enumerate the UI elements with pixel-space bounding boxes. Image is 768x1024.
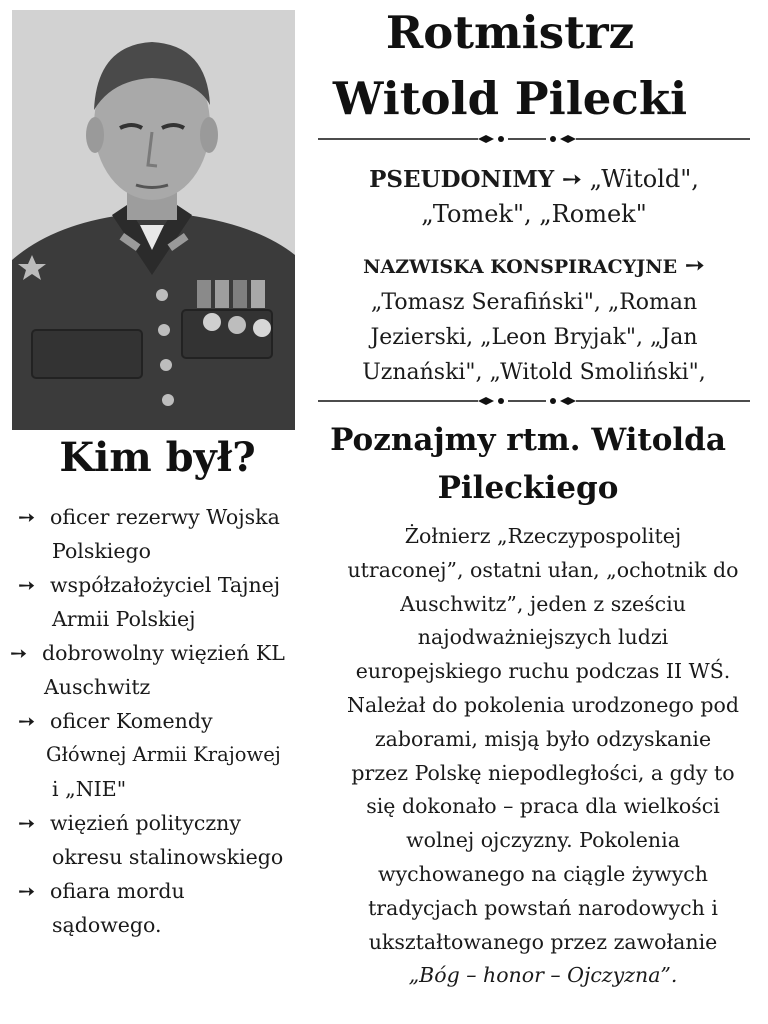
- list-item-line1: więzień polityczny: [50, 811, 241, 835]
- list-item: [8, 568, 326, 636]
- list-item: [8, 500, 326, 568]
- pseudonyms-value: „Witold",: [589, 165, 699, 193]
- who-heading: Kim był?: [59, 434, 256, 481]
- conspiracy-names-line1: „Tomasz Serafiński", „Roman: [370, 290, 698, 315]
- motto: „Bóg – honor – Ojczyzna”.: [408, 963, 678, 988]
- portrait-photo: [12, 10, 295, 430]
- arrow-right-icon: ➙: [561, 165, 582, 193]
- intro-line: ukształtowanego przez zawołanie: [368, 929, 718, 954]
- list-item-line3: i „NIE": [52, 777, 127, 801]
- intro-line: przez Polskę niepodległości, a gdy to: [351, 760, 735, 785]
- intro-line: zaborami, misją było odzyskanie: [374, 726, 712, 751]
- list-item-line1: ofiara mordu: [50, 879, 185, 903]
- intro-line: najodważniejszych ludzi: [417, 625, 669, 650]
- list-item: [8, 806, 326, 874]
- list-item-line2: Polskiego: [52, 539, 151, 563]
- list-item: [8, 636, 326, 704]
- arrow-right-icon: ➙: [18, 811, 36, 835]
- intro-line: wolnej ojczyzny. Pokolenia: [406, 828, 680, 853]
- list-item: [8, 874, 326, 942]
- arrow-right-icon: ➙: [684, 251, 705, 279]
- arrow-right-icon: ➙: [18, 709, 36, 733]
- intro-line: tradycjach powstań narodowych i: [368, 895, 718, 920]
- arrow-right-icon: ➙: [18, 879, 36, 903]
- conspiracy-names-line2: Jezierski, „Leon Bryjak", „Jan: [370, 325, 698, 350]
- list-item-line2: okresu stalinowskiego: [52, 845, 284, 869]
- arrow-right-icon: ➙: [18, 505, 36, 529]
- list-item-line1: dobrowolny więzień KL: [42, 641, 285, 665]
- list-item-line2: Auschwitz: [44, 675, 151, 699]
- intro-line: europejskiego ruchu podczas II WŚ.: [355, 659, 731, 684]
- intro-line: Auschwitz”, jeden z sześciu: [400, 591, 686, 616]
- list-item-line1: oficer rezerwy Wojska: [50, 505, 280, 529]
- conspiracy-label-line: [318, 248, 750, 285]
- intro-line: Żołnierz „Rzeczypospolitej: [404, 524, 682, 548]
- intro-line: utraconej”, ostatni ułan, „ochotnik do: [347, 557, 739, 582]
- page-title-line1: Rotmistrz: [385, 6, 635, 59]
- list-item-line2: sądowego.: [52, 913, 162, 937]
- conspiracy-names-label: NAZWISKA KONSPIRACYJNE: [363, 256, 678, 278]
- intro-line: wychowanego na ciągle żywych: [378, 861, 708, 886]
- list-item-line2: Głównej Armii Krajowej: [46, 743, 281, 766]
- conspiracy-names-line3: Uznański", „Witold Smoliński",: [362, 360, 706, 385]
- intro-body: [318, 520, 768, 993]
- intro-heading-line1: Poznajmy rtm. Witolda: [330, 422, 726, 458]
- arrow-right-icon: ➙: [10, 641, 28, 665]
- list-item-line2: Armii Polskiej: [52, 607, 196, 631]
- pseudonyms-label: PSEUDONIMY: [369, 166, 555, 193]
- pseudonyms-block: [318, 162, 750, 231]
- who-list: [8, 500, 326, 942]
- ornament-divider-icon: [318, 392, 750, 410]
- intro-heading: [308, 416, 748, 512]
- pseudonyms-line2: „Tomek", „Romek": [421, 200, 647, 228]
- arrow-right-icon: ➙: [18, 573, 36, 597]
- pseudonyms-line1: [318, 162, 750, 197]
- intro-line: Należał do pokolenia urodzonego pod: [347, 692, 739, 717]
- page-title-line2: Witold Pilecki: [332, 72, 688, 125]
- list-item: [8, 704, 326, 806]
- ornament-divider-icon: [318, 130, 750, 148]
- list-item-line1: współzałożyciel Tajnej: [50, 573, 281, 597]
- conspiracy-names-block: [318, 248, 750, 390]
- intro-heading-line2: Pileckiego: [437, 470, 619, 506]
- intro-line: się dokonało – praca dla wielkości: [366, 794, 720, 819]
- list-item-line1: oficer Komendy: [50, 709, 213, 733]
- soldier-portrait-icon: [12, 10, 295, 430]
